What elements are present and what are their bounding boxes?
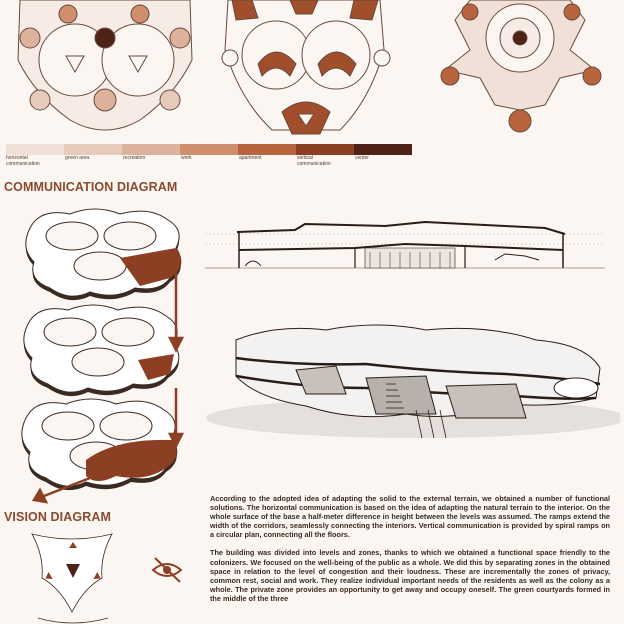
legend-label: apartment	[239, 155, 262, 161]
legend-swatch	[6, 144, 64, 155]
legend-swatch	[238, 144, 296, 155]
legend-swatch	[354, 144, 412, 155]
plan-zoning-2	[222, 0, 390, 134]
legend-swatch	[180, 144, 238, 155]
floor-level-upper	[26, 209, 181, 300]
legend-swatch	[296, 144, 354, 155]
communication-diagram-title: COMMUNICATION DIAGRAM	[4, 180, 178, 194]
plan-zoning-1	[18, 0, 192, 130]
legend-label: recreation	[123, 155, 146, 161]
description-paragraph-1: According to the adopted idea of adapting the solid to the external terrain, we obtained a number of functional solutions. The horizontal communication is based on the idea of adapting the natural terrain to the interior. On the whole surface of the base a half-meter difference in height between the levels was assumed. The ramps extend the width of the corridors, seamlessly connecting the interiors. Vertical communication is provided by spiral ramps on a circular plan, connecting all the floors.	[210, 494, 610, 540]
vision-diagram-title: VISION DIAGRAM	[4, 510, 111, 524]
vision-diagram-shape	[28, 528, 118, 624]
functional-plans	[0, 0, 624, 140]
legend-label: horizontal communication	[6, 155, 40, 167]
legend-swatch	[64, 144, 122, 155]
description-text	[210, 494, 610, 612]
description-paragraph-2: The building was divided into levels and zones, thanks to which we obtained a functional space friendly to the colonizers. We focused on the well-being of the public as a whole. We did this by separating zones in the obtained space in relation to the level of congestion and their loudness. These are incrementally the zones of privacy, common rest, social and work. They realize individual important needs of the residents as well as the colony as a whole. The private zone provides an opportunity to get away and occupy oneself. The green courtyards formed in the middle of the three	[210, 548, 610, 603]
floor-level-middle	[24, 305, 179, 396]
floor-stack-diagram	[0, 200, 200, 510]
building-section-drawing	[205, 214, 605, 274]
legend-label: green area	[65, 155, 90, 161]
legend-label: work	[181, 155, 192, 161]
legend-swatch	[122, 144, 180, 155]
legend-label: vertical communication	[297, 155, 331, 167]
floor-level-lower	[22, 399, 177, 490]
plan-zoning-3	[441, 0, 601, 132]
axonometric-section	[196, 318, 620, 442]
no-vision-icon	[150, 556, 184, 584]
legend-label: center	[355, 155, 369, 161]
